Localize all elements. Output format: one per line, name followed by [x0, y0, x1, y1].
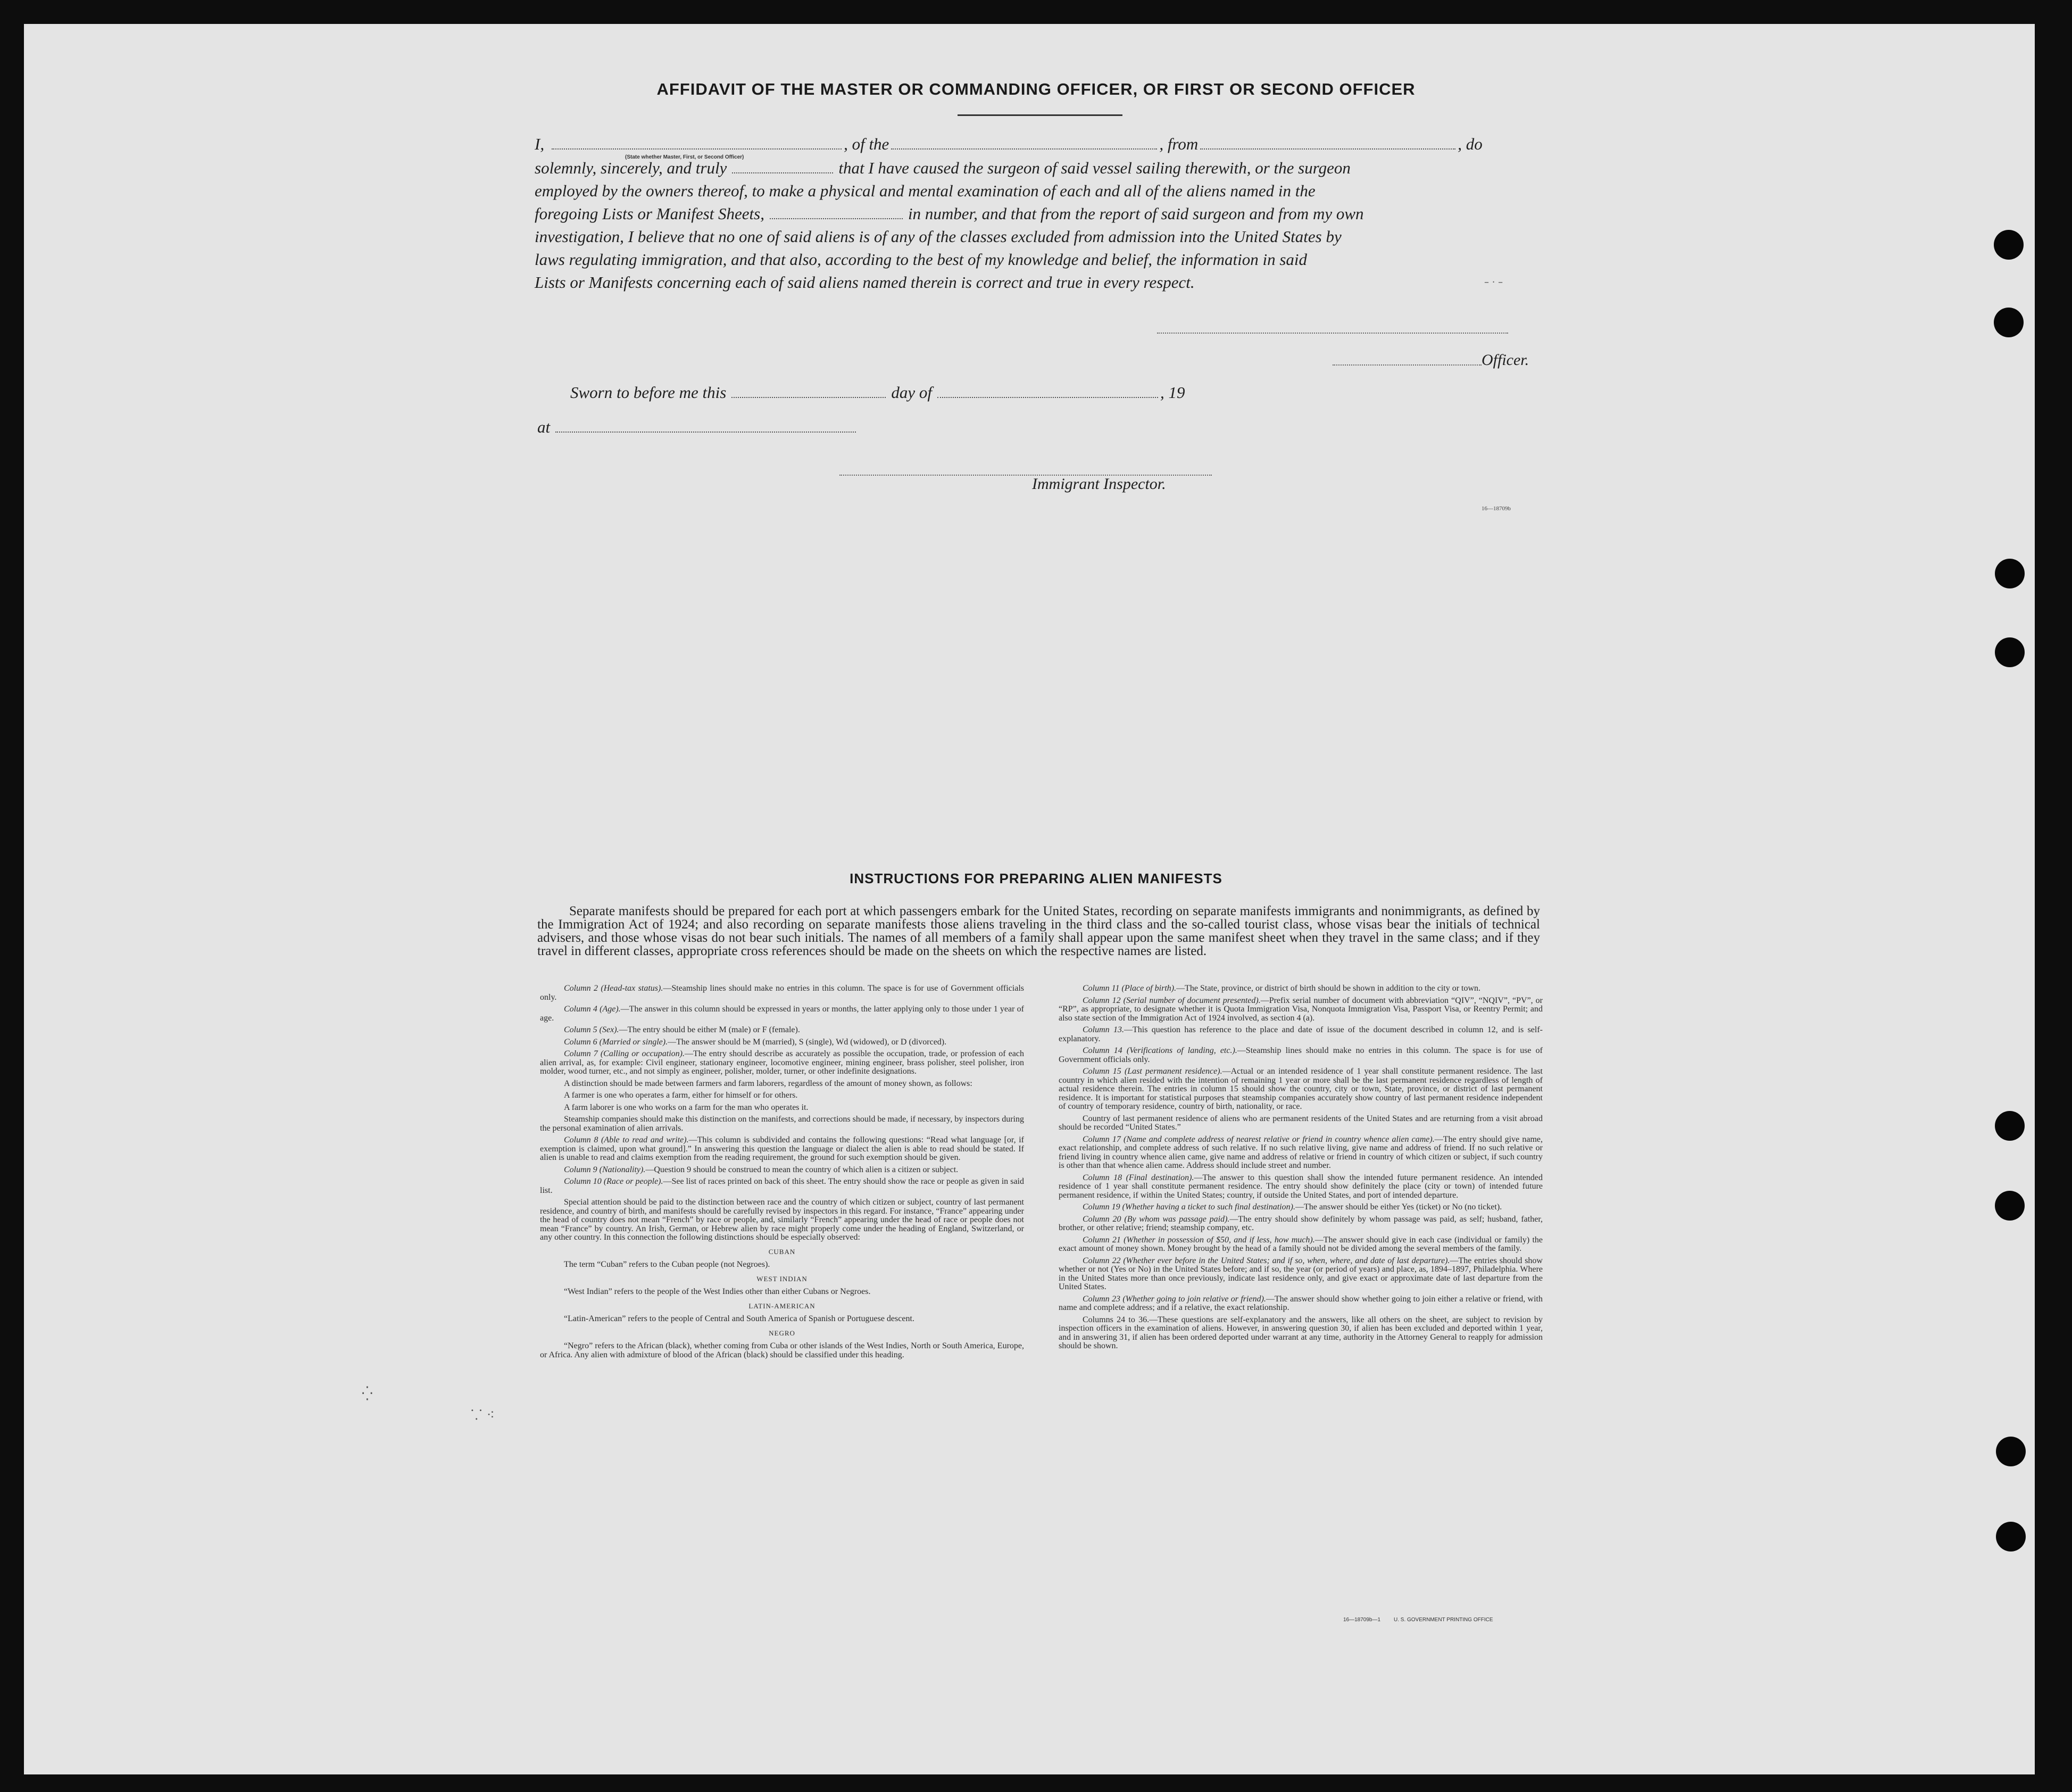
- officer-label: Officer.: [1482, 351, 1529, 369]
- affidavit-line-3: employed by the owners thereof, to make a physical and mental examination of each and all of the aliens named in the: [535, 181, 1316, 200]
- affidavit-line-1: I, , of the , from , do: [535, 135, 1483, 153]
- column-6-note: Column 6 (Married or single).—The answer should be M (married), S (single), Wd (widowed), or D (divorced).: [564, 1037, 947, 1047]
- punch-hole: [1996, 1522, 2026, 1552]
- column-15-note: Column 15 (Last permanent residence).—Actual or an intended residence of 1 year shall constitute permanent residence. The last country in which alien resided with the intention of remaining 1 year or more shall be the last permanent residence regardless of length of actual residence therein. The entries in column 15 should show the country, city or town, State, province, or district of last permanent residence. It is important for statistical purposes that steamship companies accurately show country of last permanent residence independent of country of temporary residence, country of birth, nationality, or race.: [1059, 1067, 1543, 1111]
- inspector-label: Immigrant Inspector.: [1032, 475, 1166, 493]
- footer-form-code: 16—18709b—1: [1343, 1617, 1381, 1623]
- affidavit-line-6: laws regulating immigration, and that also, according to the best of my knowledge and belief, the information in said: [535, 250, 1308, 269]
- column-12-note: Column 12 (Serial number of document presented).—Prefix serial number of document with abbreviation “QIV”, “NQIV”, “PV”, or “RP”, as appropriate, to designate whether it is Quota Immigration Visa, Nonquota Immigration Visa, Passport Visa, or Reentry Permit; and also state section of the Immigration Act of 1924 involved, as section 4 (a).: [1059, 995, 1543, 1023]
- column-18-note: Column 18 (Final destination).—The answer to this question shall show the intended future permanent residence. An intended residence of 1 year shall constitute permanent residence. The entry should show definitely the place (city or town) of intended future permanent residence, if within the United States; country, if outside the United States, and port of intended departure.: [1059, 1173, 1543, 1200]
- column-21-note: Column 21 (Whether in possession of $50, and if less, how much).—The answer should give in each case (individual or family) the exact amount of money shown. Money brought by the head of a family should not be divided among the several members of the family.: [1059, 1235, 1543, 1253]
- form-number: 16—18709b: [1482, 505, 1511, 512]
- column-9-note: Column 9 (Nationality).—Question 9 should be construed to mean the country of which alien is a citizen or subject.: [564, 1165, 959, 1174]
- sworn-month-blank[interactable]: [937, 394, 1158, 398]
- rank-caption: (State whether Master, First, or Second Officer): [625, 154, 744, 160]
- punch-hole: [1995, 637, 2025, 667]
- special-attention-note: Special attention should be paid to the distinction between race and the country of which citizen or subject, country of last permanent residence, and country of birth, and manifests should be carefully revised by inspectors in this regard. For instance, “France” appearing under the head of country does not mean “French” by race or people, and, similarly “French” appearing under the head of race or people does not mean “France” by country. An Irish, German, or Hebrew alien by race might properly come under the heading of England, Switzerland, or any other country. In this connection the following distinctions should be especially observed:: [540, 1198, 1024, 1242]
- column-23-note: Column 23 (Whether going to join relative or friend).—The answer should show whether going to join either a relative or friend, with name and complete address; and if a relative, the exact relationship.: [1059, 1294, 1543, 1312]
- sheet-count-blank[interactable]: [770, 215, 903, 219]
- column-7-note: Column 7 (Calling or occupation).—The entry should describe as accurately as possible the occupation, trade, or profession of each alien arrival, as, for example: Civil engineer, stationary engineer, locomotive engineer, mining engineer, brass polisher, steel polisher, iron molder, wood turner, etc., and not simply as engineer, polisher, molder, turner, or other indefinite designations.: [540, 1049, 1025, 1076]
- steamship-note: Steamship companies should make this distinction on the manifests, and corrections should be made, if necessary, by inspectors during the personal examination of alien arrivals.: [540, 1115, 1024, 1133]
- sworn-place-blank[interactable]: [555, 428, 856, 433]
- officer-rank-blank[interactable]: [552, 145, 842, 150]
- instructions-intro: Separate manifests should be prepared for each port at which passengers embark for the United States, recording on separate manifests immigrants and nonimmigrants, as defined by the Immigration Act of 1924; and also recording on separate manifests those aliens traveling in the third class and the so-called tourist class, whose visas bear the initials of technical advisers, and those whose visas do not bear such initials. The names of all members of a family shall appear upon the same manifest sheet when they travel in the same class; and if they travel in different classes, appropriate cross references should be made on the sheets on which the respective names are listed.: [537, 904, 1540, 958]
- punch-hole: [1994, 230, 2024, 260]
- footer-printer: U. S. GOVERNMENT PRINTING OFFICE: [1394, 1617, 1493, 1623]
- port-from-blank[interactable]: [1200, 145, 1455, 150]
- cuban-definition: The term “Cuban” refers to the Cuban people (not Negroes).: [564, 1260, 770, 1269]
- sworn-day-blank[interactable]: [731, 394, 886, 398]
- affidavit-line-4: foregoing Lists or Manifest Sheets, in number, and that from the report of said surgeon and from my own: [535, 204, 1364, 223]
- column-4-note: Column 4 (Age).—The answer in this column should be expressed in years or months, the latter applying only to those under 1 year of age.: [540, 1005, 1025, 1023]
- punch-hole: [1995, 559, 2025, 588]
- column-2-note: Column 2 (Head-tax status).—Steamship lines should make no entries in this column. The space is for use of Government officials only.: [540, 984, 1025, 1002]
- heading-cuban: CUBAN: [768, 1247, 796, 1256]
- punch-hole: [1995, 1191, 2025, 1221]
- column-14-note: Column 14 (Verifications of landing, etc.).—Steamship lines should make no entries in this column. The space is for use of Government officials only.: [1059, 1046, 1543, 1064]
- column-19-note: Column 19 (Whether having a ticket to such final destination).—The answer should be either Yes (ticket) or No (no ticket).: [1083, 1202, 1502, 1212]
- column-8-note: Column 8 (Able to read and write).—This column is subdivided and contains the following questions: “Read what language [or, if exemption is claimed, upon what ground].” In answering this question the language or dialect the alien is able to read should be stated. If alien is unable to read and claims exemption from the reading requirement, the ground for such exemption should be given.: [540, 1135, 1024, 1162]
- vessel-name-blank[interactable]: [891, 145, 1157, 150]
- affidavit-line-5: investigation, I believe that no one of said aliens is of any of the classes excluded from admission into the United States by: [535, 227, 1342, 246]
- punch-hole: [1994, 308, 2024, 337]
- title-underline: [958, 114, 1122, 116]
- negro-definition: “Negro” refers to the African (black), whether coming from Cuba or other islands of the West Indies, North or South America, Europe, or Africa. Any alien with admixture of blood of the African (black) should be classified under this heading.: [540, 1341, 1024, 1359]
- instructions-right-column: [1059, 984, 1543, 1354]
- column-13-note: Column 13.—This question has reference to the place and date of issue of the document described in column 12, and is self-explanatory.: [1059, 1025, 1543, 1043]
- farmer-distinction: A distinction should be made between farmers and farm laborers, regardless of the amount of money shown, as follows:: [564, 1078, 972, 1088]
- affidavit-line-2: solemnly, sincerely, and truly that I have caused the surgeon of said vessel sailing therewith, or the surgeon: [535, 159, 1351, 177]
- sworn-line: Sworn to before me this day of , 19: [570, 383, 1185, 402]
- instructions-left-column: [540, 984, 1024, 1363]
- affidavit-line-7: Lists or Manifests concerning each of said aliens named therein is correct and true in every respect.: [535, 273, 1195, 292]
- column-17-note: Column 17 (Name and complete address of nearest relative or friend in country whence alien came).—The entry should give name, exact relationship, and complete address of such relative. If no such relative living, give name and address of friend. If no such relative or friend living in country whence alien came, give name and address of relative or friend in country of which citizen or subject, if such country is other than that whence alien came. Address should include street and number.: [1059, 1134, 1543, 1170]
- column-11-note: Column 11 (Place of birth).—The State, province, or district of birth should be shown in addition to the city or town.: [1083, 984, 1481, 993]
- heading-west-indian: WEST INDIAN: [756, 1274, 808, 1283]
- heading-negro: NEGRO: [769, 1329, 795, 1337]
- column-20-note: Column 20 (By whom was passage paid).—The entry should show definitely by whom passage was paid, as self; husband, father, brother, or other relative; friend; steamship company, etc.: [1059, 1214, 1543, 1232]
- scan-smudge: ⸪ ⁖: [471, 1407, 495, 1423]
- sworn-place-line: at: [537, 418, 1543, 437]
- scan-smudge: – · –: [1484, 277, 1503, 288]
- instructions-title: INSTRUCTIONS FOR PREPARING ALIEN MANIFESTS: [850, 870, 1222, 886]
- punch-hole: [1995, 1111, 2025, 1141]
- columns-24-36-note: Columns 24 to 36.—These questions are self-explanatory and the answers, like all others on the sheet, are subject to revision by inspection officers in the examination of aliens. However, in answering question 30, if alien has been excluded and deported within 1 year, and in answering 31, if alien has been ordered deported under warrant at any time, authority in the Attorney General to reapply for admission should be shown.: [1059, 1315, 1543, 1350]
- farm-laborer-definition: A farm laborer is one who works on a farm for the man who operates it.: [564, 1102, 809, 1112]
- heading-latin-american: LATIN-AMERICAN: [748, 1301, 816, 1310]
- column-5-note: Column 5 (Sex).—The entry should be either M (male) or F (female).: [564, 1025, 800, 1034]
- column-22-note: Column 22 (Whether ever before in the United States; and if so, when, where, and date of last departure).—The entries should show whether or not (Yes or No) in the United States before; and if so, the year (or period of years) and place, as, 1894–1897, Philadelphia. Where in the United States more than once previously, indicate last residence only, and give exact or approximate date of last departure from the United States.: [1059, 1256, 1543, 1291]
- farmer-definition: A farmer is one who operates a farm, either for himself or for others.: [564, 1091, 798, 1100]
- column-10-note: Column 10 (Race or people).—See list of races printed on back of this sheet. The entry should show the race or people as given in said list.: [540, 1177, 1024, 1195]
- scan-smudge: ⁛: [362, 1386, 373, 1402]
- west-indian-definition: “West Indian” refers to the people of the West Indies other than either Cubans or Negroes.: [564, 1287, 871, 1296]
- punch-hole: [1996, 1437, 2026, 1466]
- officer-signature-line-2[interactable]: [1333, 364, 1482, 366]
- officer-signature-line-1[interactable]: [1157, 333, 1508, 334]
- latin-american-definition: “Latin-American” refers to the people of Central and South America of Spanish or Portuguese descent.: [564, 1314, 914, 1323]
- country-residence-note: Country of last permanent residence of aliens who are permanent residents of the United States and are returning from a visit abroad should be recorded “United States.”: [1059, 1114, 1543, 1132]
- oath-blank[interactable]: [732, 169, 833, 173]
- affidavit-title: AFFIDAVIT OF THE MASTER OR COMMANDING OFFICER, OR FIRST OR SECOND OFFICER: [656, 80, 1416, 98]
